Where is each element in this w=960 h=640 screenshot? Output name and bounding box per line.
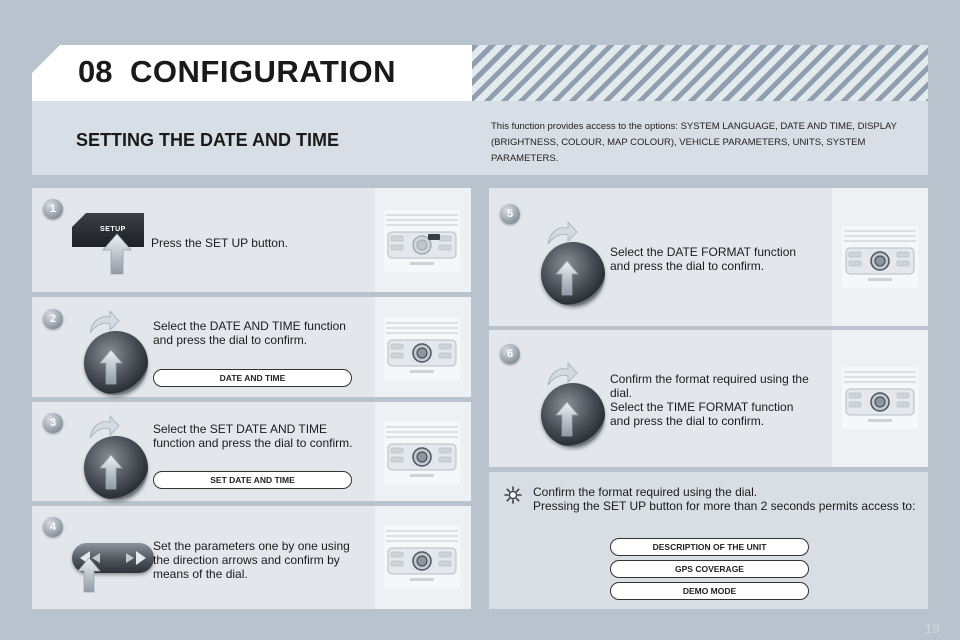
radio-thumbnail-icon	[384, 210, 460, 272]
option-demo-mode: DEMO MODE	[610, 582, 809, 600]
chapter-title: CONFIGURATION	[130, 54, 396, 89]
press-arrow-icon	[554, 400, 580, 438]
press-arrow-icon	[76, 556, 102, 594]
radio-thumbnail-icon	[842, 226, 918, 288]
step-badge-5: 5	[500, 204, 520, 224]
step-badge-2: 2	[43, 309, 63, 329]
step-text-1: Press the SET UP button.	[151, 236, 288, 250]
step-text-2: Select the DATE AND TIME function and press the dial to confirm.	[153, 319, 346, 347]
step-text-6a: Confirm the format required using the dial.	[610, 372, 809, 400]
radio-thumbnail-icon	[384, 318, 460, 380]
setup-button-label: SETUP	[100, 226, 126, 233]
menu-label-set-date-and-time: SET DATE AND TIME	[153, 471, 352, 489]
chapter-number: 08	[78, 54, 113, 89]
tip-text-line2: Pressing the SET UP button for more than 2 seconds permits access to:	[533, 499, 916, 513]
step-text-5: Select the DATE FORMAT function and press the dial to confirm.	[610, 245, 797, 273]
step-text-4: Set the parameters one by one using the direction arrows and confirm by means of the dial.	[153, 539, 350, 581]
page-number: 19	[924, 620, 940, 636]
tip-text-line1: Confirm the format required using the dial.	[533, 485, 758, 499]
step-text-3: Select the SET DATE AND TIME function and press the dial to confirm.	[153, 422, 353, 450]
radio-thumbnail-icon	[384, 526, 460, 588]
radio-thumbnail-icon	[384, 422, 460, 484]
radio-thumbnail-icon	[842, 367, 918, 429]
sun-icon	[504, 486, 522, 504]
section-title: SETTING THE DATE AND TIME	[76, 130, 339, 150]
menu-label-date-and-time: DATE AND TIME	[153, 369, 352, 387]
step-badge-1: 1	[43, 199, 63, 219]
step-text-6b: Select the TIME FORMAT function and press the dial to confirm.	[610, 400, 794, 428]
option-description-of-the-unit: DESCRIPTION OF THE UNIT	[610, 538, 809, 556]
press-arrow-icon	[100, 232, 134, 276]
step-badge-3: 3	[43, 413, 63, 433]
option-gps-coverage: GPS COVERAGE	[610, 560, 809, 578]
step-badge-6: 6	[500, 344, 520, 364]
press-arrow-icon	[98, 453, 124, 491]
step-badge-4: 4	[43, 517, 63, 537]
intro-text: This function provides access to the options: SYSTEM LANGUAGE, DATE AND TIME, DISPLAY (BRIGHTNESS, COLOUR, MAP COLOUR), VEHICLE PARAMETERS, UNITS, SYSTEM PARAMETERS.	[491, 121, 897, 164]
header-stripes	[472, 45, 928, 101]
press-arrow-icon	[554, 259, 580, 297]
press-arrow-icon	[98, 348, 124, 386]
